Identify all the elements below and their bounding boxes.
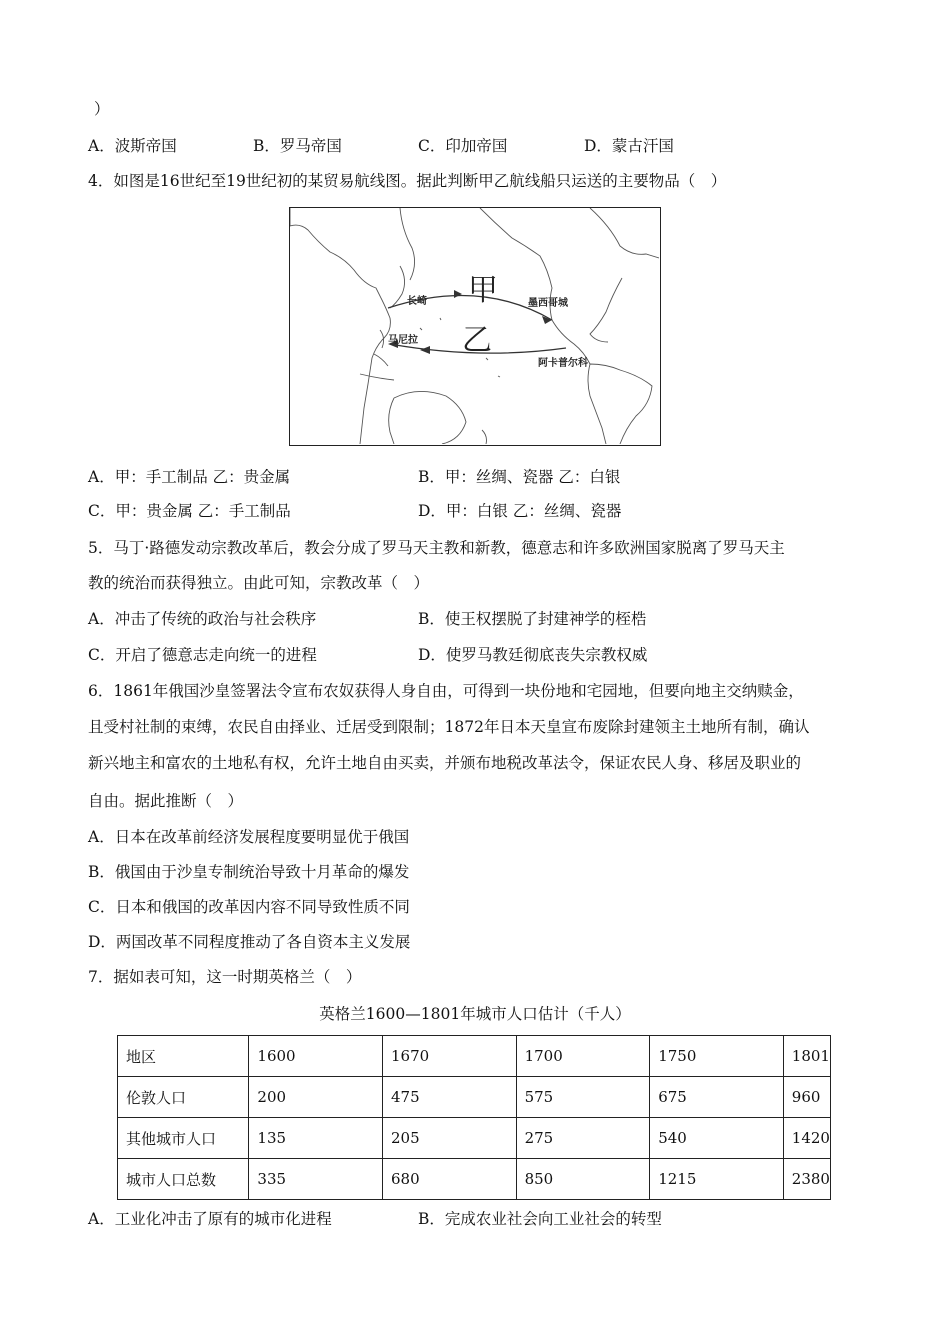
table-header-cell: 地区	[118, 1036, 249, 1077]
q6-option-c[interactable]: C．日本和俄国的改革因内容不同导致性质不同	[88, 898, 410, 916]
place-acapulco: 阿卡普尔科	[538, 358, 588, 369]
table-cell: 205	[383, 1118, 517, 1159]
q5-option-c[interactable]: C．开启了德意志走向统一的进程	[88, 646, 317, 664]
table-cell: 200	[249, 1077, 383, 1118]
question-6-stem-line-1: 6．1861年俄国沙皇签署法令宣布农奴获得人身自由，可得到一块份地和宅园地，但要向地主交纳赎金，	[88, 682, 804, 700]
q5-option-a[interactable]: A．冲击了传统的政治与社会秩序	[88, 610, 317, 628]
question-7-stem: 7．据如表可知，这一时期英格兰（ ）	[88, 968, 362, 986]
table-title: 英格兰1600—1801年城市人口估计（千人）	[319, 1005, 631, 1023]
q7-option-b[interactable]: B．完成农业社会向工业社会的转型	[418, 1210, 662, 1228]
question-5-stem-line-1: 5．马丁·路德发动宗教改革后，教会分成了罗马天主教和新教，德意志和许多欧洲国家脱离了罗马天主	[88, 539, 785, 557]
q4-option-b[interactable]: B．甲：丝绸、瓷器 乙：白银	[418, 468, 621, 486]
route-yi-label: 乙	[462, 323, 492, 358]
table-cell: 575	[516, 1077, 650, 1118]
q5-option-b[interactable]: B．使王权摆脱了封建神学的桎梏	[418, 610, 647, 628]
q5-option-d[interactable]: D．使罗马教廷彻底丧失宗教权威	[418, 646, 648, 664]
place-mexico-city: 墨西哥城	[528, 298, 568, 309]
table-cell: 675	[650, 1077, 784, 1118]
place-nagasaki: 长崎	[407, 296, 427, 307]
q3-option-b[interactable]: B．罗马帝国	[253, 137, 342, 155]
q7-option-a[interactable]: A．工业化冲击了原有的城市化进程	[88, 1210, 332, 1228]
q4-option-a[interactable]: A．甲：手工制品 乙：贵金属	[88, 468, 291, 486]
australia-coast	[389, 391, 466, 444]
table-header-cell: 1750	[650, 1036, 784, 1077]
table-cell: 680	[383, 1159, 517, 1200]
table-row	[118, 1077, 831, 1118]
population-table	[117, 1035, 831, 1200]
route-jia-label: 甲	[468, 273, 498, 308]
table-header-cell: 1801	[783, 1036, 830, 1077]
q3-option-d[interactable]: D．蒙古汗国	[584, 137, 674, 155]
kamchatka-coast	[400, 208, 415, 280]
table-header-cell: 1700	[516, 1036, 650, 1077]
q6-option-d[interactable]: D．两国改革不同程度推动了各自资本主义发展	[88, 933, 411, 951]
question-3-closing-paren: ）	[94, 100, 110, 118]
trade-route-map	[289, 207, 661, 446]
table-row	[118, 1159, 831, 1200]
table-cell: 275	[516, 1118, 650, 1159]
table-cell: 2380	[783, 1159, 830, 1200]
place-manila: 马尼拉	[388, 335, 418, 346]
japan-islands	[390, 266, 405, 308]
question-6-stem-line-2: 且受村社制的束缚，农民自由择业、迁居受到限制；1872年日本天皇宣布废除封建领主土地所有制，确认	[88, 718, 810, 736]
q6-option-b[interactable]: B．俄国由于沙皇专制统治导致十月革命的爆发	[88, 863, 410, 881]
table-cell: 1420	[783, 1118, 830, 1159]
q3-option-a[interactable]: A．波斯帝国	[88, 137, 177, 155]
north-america-east	[590, 208, 659, 342]
trade-route-map-svg	[290, 208, 659, 444]
question-5-stem-line-2: 教的统治而获得独立。由此可知，宗教改革（ ）	[88, 574, 430, 592]
table-header-cell: 1670	[383, 1036, 517, 1077]
table-cell: 850	[516, 1159, 650, 1200]
q3-option-c[interactable]: C．印加帝国	[418, 137, 508, 155]
question-4-stem: 4．如图是16世纪至19世纪初的某贸易航线图。据此判断甲乙航线船只运送的主要物品（ ）	[88, 172, 727, 190]
table-cell: 540	[650, 1118, 784, 1159]
table-header-cell: 1600	[249, 1036, 383, 1077]
table-cell: 其他城市人口	[118, 1118, 249, 1159]
asia-coastline	[290, 208, 390, 444]
table-cell: 335	[249, 1159, 383, 1200]
table-cell: 伦敦人口	[118, 1077, 249, 1118]
table-cell: 城市人口总数	[118, 1159, 249, 1200]
q4-option-d[interactable]: D．甲：白银 乙：丝绸、瓷器	[418, 502, 622, 520]
question-6-stem-line-4: 自由。据此推断（ ）	[88, 792, 244, 810]
q6-option-a[interactable]: A．日本在改革前经济发展程度要明显优于俄国	[88, 828, 410, 846]
route-jia-arrow	[454, 290, 462, 298]
table-row	[118, 1118, 831, 1159]
question-6-stem-line-3: 新兴地主和富农的土地私有权，允许土地自由买卖，并颁布地税改革法令，保证农民人身、移居及职业的	[88, 754, 802, 772]
table-cell: 135	[249, 1118, 383, 1159]
route-yi-arrow	[420, 346, 430, 354]
q4-option-c[interactable]: C．甲：贵金属 乙：手工制品	[88, 502, 291, 520]
table-cell: 475	[383, 1077, 517, 1118]
south-america-coast	[588, 364, 652, 444]
table-cell: 960	[783, 1077, 830, 1118]
table-cell: 1215	[650, 1159, 784, 1200]
new-zealand	[482, 430, 487, 444]
table-header-row	[118, 1036, 831, 1077]
